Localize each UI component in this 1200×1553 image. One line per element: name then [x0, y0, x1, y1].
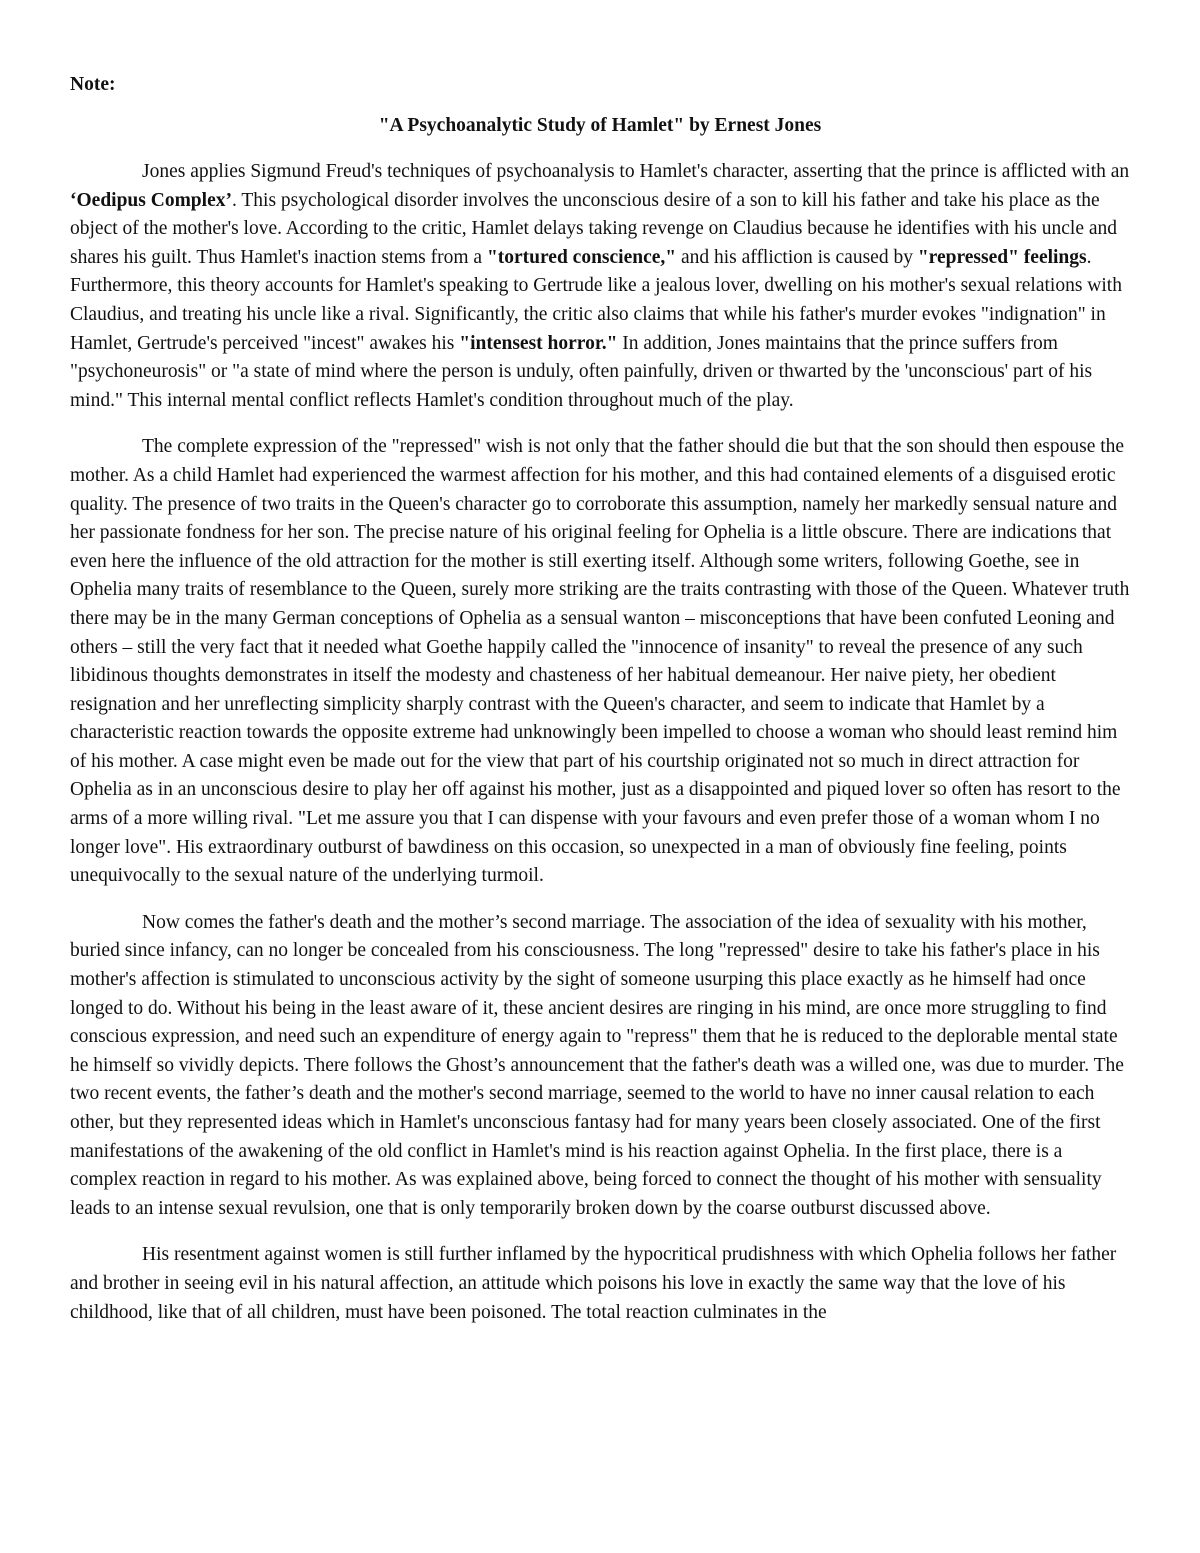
repressed-feelings-term: "repressed" feelings	[917, 246, 1087, 268]
paragraph-1-text-2: . This psychological disorder involves the unconscious desire of a son to kill his father and take his place as the object of the mother's love. According to the critic, Hamlet delays taking revenge on Claudius because he identifies with his uncle and shares his guilt. Thus Hamlet's inaction stems from a	[70, 189, 1118, 268]
oedipus-complex-term: ‘Oedipus Complex’	[70, 189, 232, 211]
document-title: "A Psychoanalytic Study of Hamlet" by Ernest Jones	[378, 115, 822, 136]
intensest-horror-term: "intensest horror."	[459, 332, 618, 354]
tortured-conscience-term: "tortured conscience,"	[486, 246, 677, 268]
paragraph-1	[70, 158, 1130, 415]
paragraph-3: Now comes the father's death and the mother’s second marriage. The association of the idea of sexuality with his mother, buried since infancy, can no longer be concealed from his consciousness. The long "repressed" desire to take his father's place in his mother's affection is stimulated to unconscious activity by the sight of someone usurping this place exactly as he himself had once longed to do. Without his being in the least aware of it, these ancient desires are ringing in his mind, are once more struggling to find conscious expression, and need such an expenditure of energy again to "repress" them that he is reduced to the deplorable mental state he himself so vividly depicts. There follows the Ghost’s announcement that the father's death was a willed one, was due to murder. The two recent events, the father’s death and the mother's second marriage, seemed to the world to have no inner causal relation to each other, but they represented ideas which in Hamlet's unconscious fantasy had for many years been closely associated. One of the first manifestations of the awakening of the old conflict in Hamlet's mind is his reaction against Ophelia. In the first place, there is a complex reaction in regard to his mother. As was explained above, being forced to connect the thought of his mother with sensuality leads to an intense sexual revulsion, one that is only temporarily broken down by the coarse outburst discussed above.	[70, 911, 1124, 1219]
paragraph-1-text-5: In addition, Jones maintains that the prince suffers from "psychoneurosis" or "a state of mind where the person is unduly, often painfully, driven or thwarted by the 'unconscious' part of his mind." This internal mental conflict reflects Hamlet's condition throughout much of the play.	[70, 332, 1093, 411]
note-label: Note:	[70, 74, 116, 95]
paragraph-1-text-1: Jones applies Sigmund Freud's techniques of psychoanalysis to Hamlet's character, asserting that the prince is afflicted with an	[142, 161, 1130, 182]
paragraph-2: The complete expression of the "repressed" wish is not only that the father should die but that the son should then espouse the mother. As a child Hamlet had experienced the warmest affection for his mother, and this had contained elements of a disguised erotic quality. The presence of two traits in the Queen's character go to corroborate this assumption, namely her markedly sensual nature and her passionate fondness for her son. The precise nature of his original feeling for Ophelia is a little obscure. There are indications that even here the influence of the old attraction for the mother is still exerting itself. Although some writers, following Goethe, see in Ophelia many traits of resemblance to the Queen, surely more striking are the traits contrasting with those of the Queen. Whatever truth there may be in the many German conceptions of Ophelia as a sensual wanton – misconceptions that have been confuted Leoning and others – still the very fact that it needed what Goethe happily called the "innocence of insanity" to reveal the presence of any such libidinous thoughts demonstrates in itself the modesty and chasteness of her habitual demeanour. Her naive piety, her obedient resignation and her unreflecting simplicity sharply contrast with the Queen's character, and seem to indicate that Hamlet by a characteristic reaction towards the opposite extreme had unknowingly been impelled to choose a woman who should least remind him of his mother. A case might even be made out for the view that part of his courtship originated not so much in direct attraction for Ophelia as in an unconscious desire to play her off against his mother, just as a disappointed and piqued lover so often has resort to the arms of a more willing rival. "Let me assure you that I can dispense with your favours and even prefer those of a woman whom I no longer love". His extraordinary outburst of bawdiness on this occasion, so unexpected in a man of obviously fine feeling, points unequivocally to the sexual nature of the underlying turmoil.	[70, 436, 1130, 887]
paragraph-4: His resentment against women is still further inflamed by the hypocritical prudishness with which Ophelia follows her father and brother in seeing evil in his natural affection, an attitude which poisons his love in exactly the same way that the love of his childhood, like that of all children, must have been poisoned. The total reaction culminates in the	[70, 1244, 1117, 1323]
paragraph-1-text-3: and his affliction is caused by	[676, 246, 918, 268]
document-page	[70, 70, 1130, 1345]
paragraph-1-text-4: . Furthermore, this theory accounts for Hamlet's speaking to Gertrude like a jealous lover, dwelling on his mother's sexual relations with Claudius, and treating his uncle like a rival. Significantly, the critic also claims that while his father's murder evokes "indignation" in Hamlet, Gertrude's perceived "incest" awakes his	[70, 246, 1122, 354]
